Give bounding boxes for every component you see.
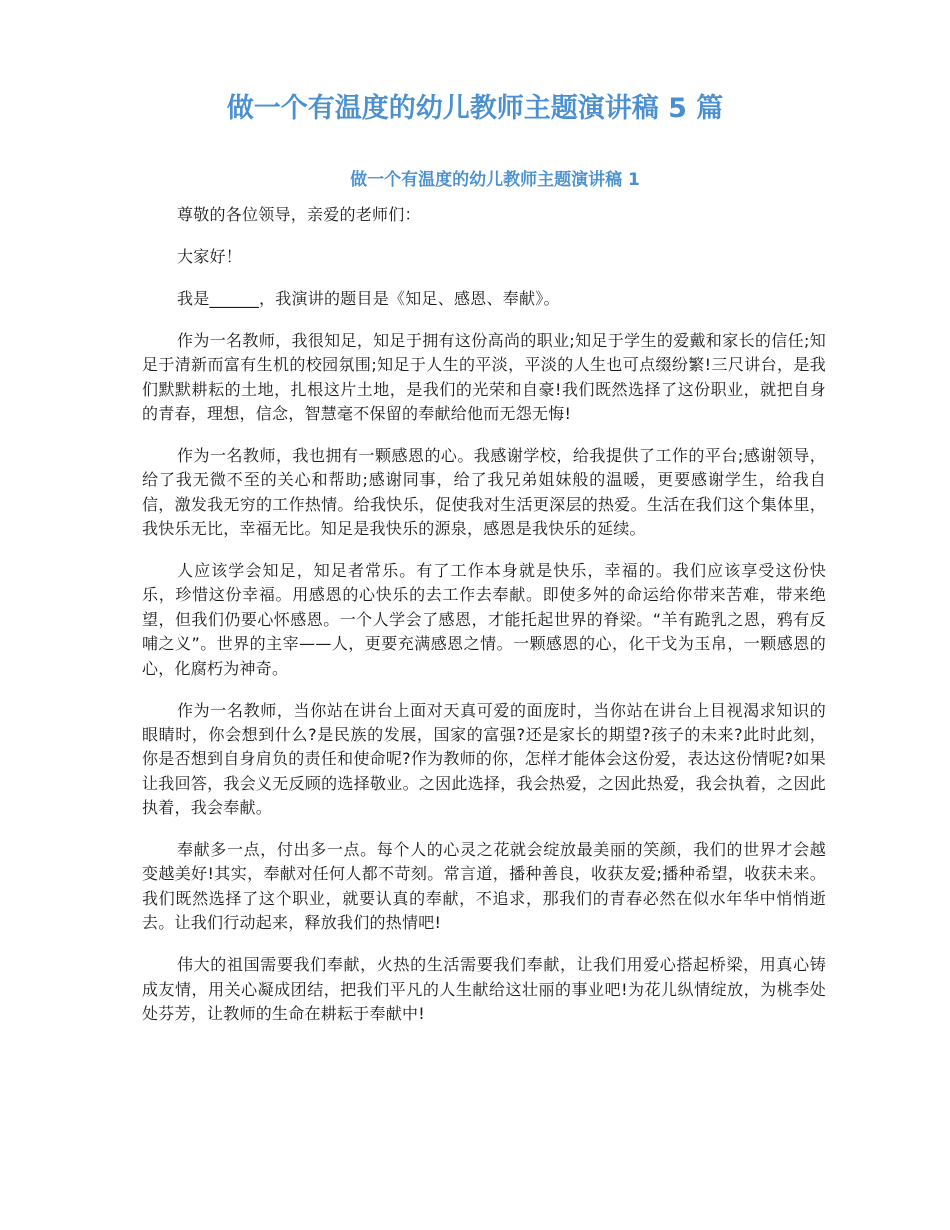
section-title: 做一个有温度的幼儿教师主题演讲稿 1 — [350, 170, 640, 190]
greeting-paragraph: 大家好！ — [177, 246, 243, 266]
body-paragraph: 奉献多一点，付出多一点。每个人的心灵之花就会绽放最美丽的笑颜，我们的世界才会越变越美好!其实，奉献对任何人都不苛刻。常言道，播种善良，收获友爱;播种希望，收获未来。我们既然选择了这个职业，就要认真的奉献，不追求，那我们的青春必然在似水年华中悄悄逝去。让我们行动起来，释放我们的热情吧! — [142, 840, 826, 933]
intro-paragraph: 我是______，我演讲的题目是《知足、感恩、奉献》。 — [177, 288, 560, 308]
speech-body — [142, 203, 826, 1044]
salutation-paragraph: 尊敬的各位领导，亲爱的老师们： — [177, 205, 421, 224]
body-paragraph: 人应该学会知足，知足者常乐。有了工作本身就是快乐，幸福的。我们应该享受这份快乐，珍惜这份幸福。用感恩的心快乐的去工作去奉献。即使多舛的命运给你带来苦难，带来绝望，但我们仍要心怀感恩。一个人学会了感恩，才能托起世界的脊梁。“羊有跪乳之恩，鸦有反哺之义”。世界的主宰——人，更要充满感恩之情。一颗感恩的心，化干戈为玉帛，一颗感恩的心，化腐朽为神奇。 — [142, 560, 826, 678]
closing-paragraph: 伟大的祖国需要我们奉献，火热的生活需要我们奉献，让我们用爱心搭起桥梁，用真心铸成友情，用关心凝成团结，把我们平凡的人生献给这壮丽的事业吧!为花儿纵情绽放，为桃李处处芬芳，让教师的生命在耕耘于奉献中! — [142, 955, 826, 1023]
page-title: 做一个有温度的幼儿教师主题演讲稿 5 篇 — [226, 93, 724, 124]
body-paragraph: 作为一名教师，我很知足，知足于拥有这份高尚的职业;知足于学生的爱戴和家长的信任;知足于清新而富有生机的校园氛围;知足于人生的平淡，平淡的人生也可点缀纷繁!三尺讲台，是我们默默耕耘的土地，扎根这片土地，是我们的光荣和自豪!我们既然选择了这份职业，就把自身的青春，理想，信念，智慧毫不保留的奉献给他而无怨无悔! — [142, 330, 826, 423]
body-paragraph: 作为一名教师，当你站在讲台上面对天真可爱的面庞时，当你站在讲台上目视渴求知识的眼睛时，你会想到什么?是民族的发展，国家的富强?还是家长的期望?孩子的未来?此时此刻，你是否想到自身肩负的责任和使命呢?作为教师的你，怎样才能体会这份爱，表达这份情呢?如果让我回答，我会义无反顾的选择敬业。之因此选择，我会热爱，之因此热爱，我会执着，之因此执着，我会奉献。 — [142, 700, 826, 818]
body-paragraph: 作为一名教师，我也拥有一颗感恩的心。我感谢学校，给我提供了工作的平台;感谢领导，给了我无微不至的关心和帮助;感谢同事，给了我兄弟姐妹般的温暖，更要感谢学生，给我自信，激发我无穷的工作热情。给我快乐，促使我对生活更深层的热爱。生活在我们这个集体里，我快乐无比，幸福无比。知足是我快乐的源泉，感恩是我快乐的延续。 — [142, 445, 826, 539]
